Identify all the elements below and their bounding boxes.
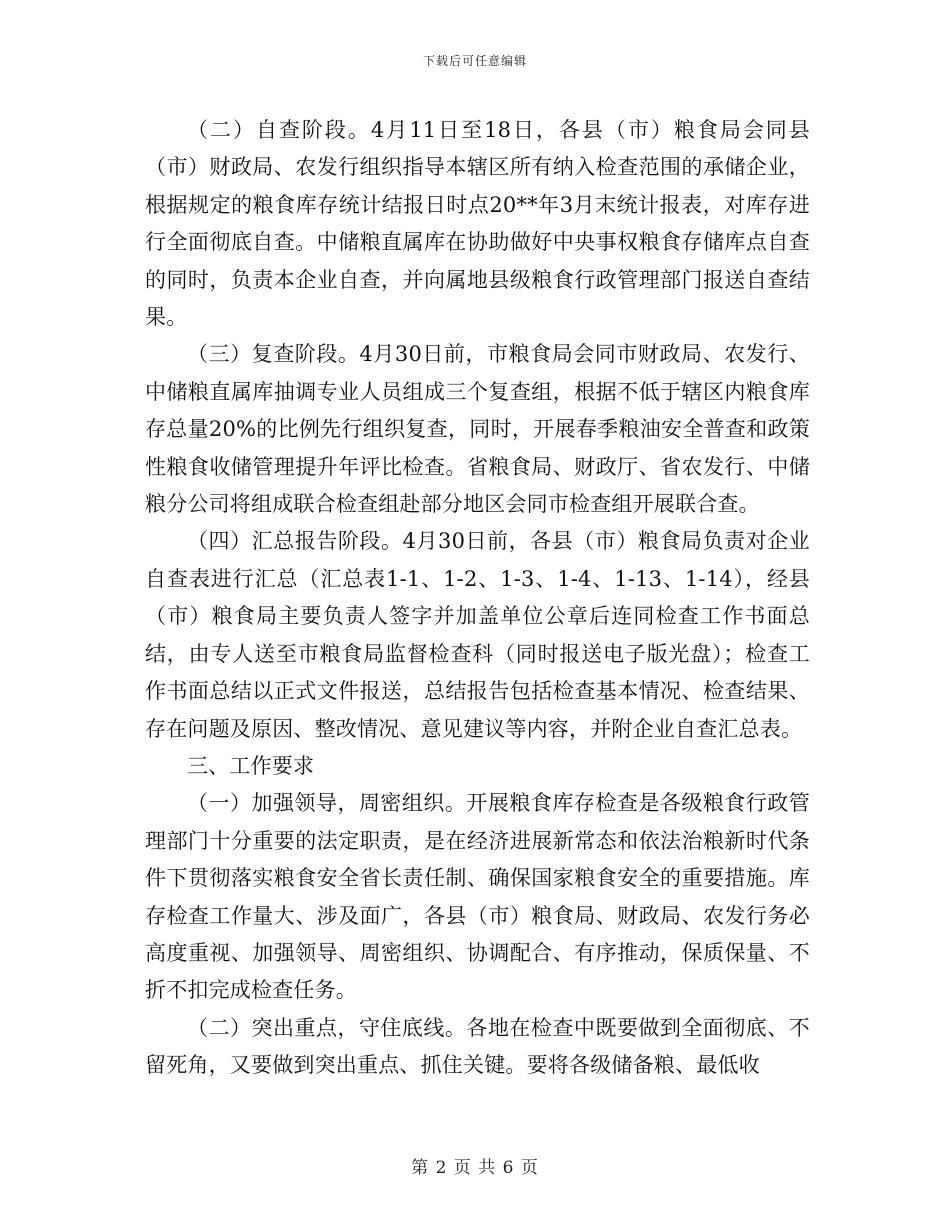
page-number-footer: 第 2 页 共 6 页 (411, 1158, 539, 1178)
paragraph-recheck-stage: （三）复查阶段。4月30日前，市粮食局会同市财政局、农发行、中储粮直属库抽调专业人员组成三个复查组，根据不低于辖区内粮食库存总量20%的比例先行组织复查，同时，开展春季粮油安全普查和政策性粮食收储管理提升年评比检查。省粮食局、财政厅、省农发行、中储粮分公司将组成联合检查组赴部分地区会同市检查组开展联合查。 (145, 342, 810, 517)
paragraph-highlight-priorities: （二）突出重点，守住底线。各地在检查中既要做到全面彻底、不留死角，又要做到突出重点、抓住关键。要将各级储备粮、最低收 (145, 1015, 810, 1078)
paragraph-strengthen-leadership: （一）加强领导，周密组织。开展粮食库存检查是各级粮食行政管理部门十分重要的法定职责，是在经济进展新常态和依法治粮新时代条件下贯彻落实粮食安全省长责任制、确保国家粮食安全的重要措施。库存检查工作量大、涉及面广，各县（市）粮食局、财政局、农发行务必高度重视、加强领导、周密组织、协调配合、有序推动，保质保量、不折不扣完成检查任务。 (145, 791, 810, 1003)
document-body (145, 112, 810, 1085)
paragraph-self-check-stage: （二）自查阶段。4月11日至18日，各县（市）粮食局会同县（市）财政局、农发行组织指导本辖区所有纳入检查范围的承储企业，根据规定的粮食库存统计结报日时点20**年3月末统计报表，对库存进行全面彻底自查。中储粮直属库在协助做好中央事权粮食存储库点自查的同时，负责本企业自查，并向属地县级粮食行政管理部门报送自查结果。 (145, 118, 810, 330)
section-heading-work-requirements: 三、工作要求 (187, 753, 315, 778)
paragraph-summary-report-stage: （四）汇总报告阶段。4月30日前，各县（市）粮食局负责对企业自查表进行汇总（汇总表1-1、1-2、1-3、1-4、1-13、1-14），经县（市）粮食局主要负责人签字并加盖单位公章后连同检查工作书面总结，由专人送至市粮食局监督检查科（同时报送电子版光盘）；检查工作书面总结以正式文件报送，总结报告包括检查基本情况、检查结果、存在问题及原因、整改情况、意见建议等内容，并附企业自查汇总表。 (145, 529, 810, 741)
page-header: 下载后可任意编辑 (422, 54, 527, 68)
